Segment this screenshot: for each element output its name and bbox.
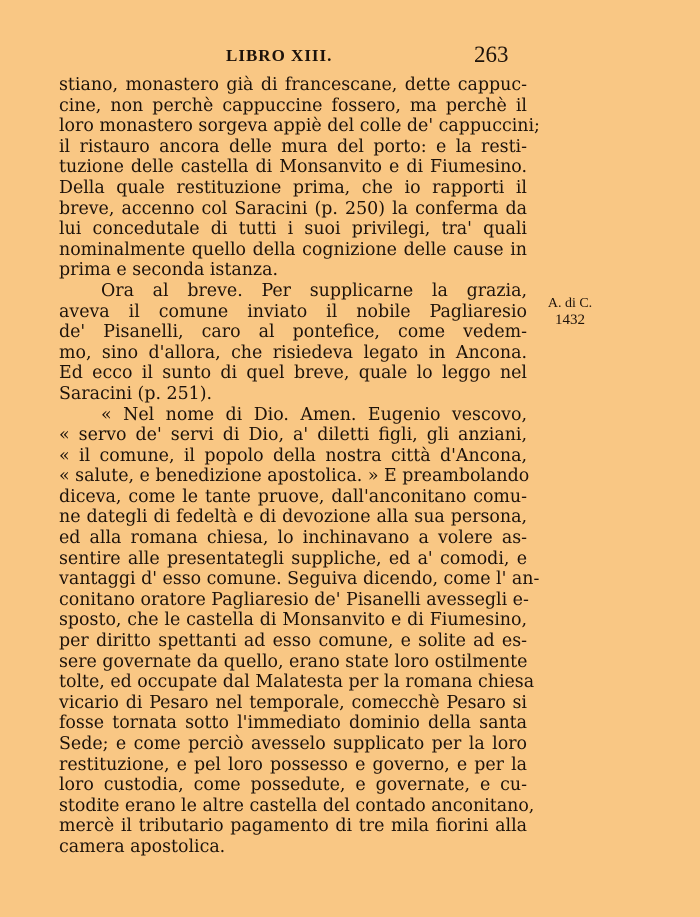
margin-note-year: 1432: [555, 312, 585, 328]
text-line: « il comune, il popolo della nostra città d'Ancona,: [59, 445, 527, 466]
text-line: sere governate da quello, erano state loro ostilmente: [59, 651, 528, 672]
text-line: cine, non perchè cappuccine fossero, ma perchè il: [59, 95, 527, 116]
text-line: Ora al breve. Per supplicarne la grazia,: [101, 280, 527, 301]
text-line: aveva il comune inviato il nobile Pagliaresio: [59, 301, 527, 322]
text-line: Saracini (p. 251).: [59, 383, 213, 404]
text-line: Della quale restituzione prima, che io rapporti il: [59, 177, 527, 198]
text-line: diceva, come le tante pruove, dall'anconitano comu-: [59, 486, 527, 507]
text-line: tolte, ed occupate dal Malatesta per la romana chiesa: [59, 672, 535, 693]
text-line: ed alla romana chiesa, lo inchinavano a volere as-: [59, 528, 527, 549]
text-line: prima e seconda istanza.: [59, 260, 278, 281]
text-line: « salute, e benedizione apostolica. » E preambolando: [59, 466, 530, 487]
body-text: [59, 75, 540, 858]
text-line: fosse tornata sotto l'immediato dominio della santa: [59, 713, 527, 734]
margin-note-label: A. di C.: [547, 296, 593, 311]
running-title: LIBRO XIII.: [226, 46, 333, 65]
text-line: Ed ecco il sunto di quel breve, quale lo leggo nel: [59, 363, 527, 384]
text-line: mercè il tributario pagamento di tre mila fiorini alla: [59, 816, 527, 837]
text-line: « servo de' servi di Dio, a' diletti figli, gli anziani,: [59, 425, 527, 446]
text-line: « Nel nome di Dio. Amen. Eugenio vescovo,: [101, 404, 527, 425]
text-line: mo, sino d'allora, che risiedeva legato in Ancona.: [59, 342, 527, 363]
text-line: breve, accenno col Saracini (p. 250) la conferma da: [59, 198, 527, 219]
text-line: loro custodia, come possedute, e governate, e cu-: [59, 775, 527, 796]
margin-note: [540, 296, 600, 328]
text-line: stiano, monastero già di francescane, dette cappuc-: [59, 75, 527, 95]
page-number: 263: [474, 42, 509, 67]
text-line: loro monastero sorgeva appiè del colle de' cappuccini;: [59, 116, 540, 137]
text-line: sposto, che le castella di Monsanvito e di Fiumesino,: [59, 610, 527, 631]
text-line: vicario di Pesaro nel temporale, comecchè Pesaro si: [59, 692, 527, 713]
running-head: [0, 44, 700, 72]
text-line: per diritto spettanti ad esso comune, e solite ad es-: [59, 631, 527, 652]
text-line: sentire alle presentategli suppliche, ed a' comodi, e: [59, 548, 527, 569]
text-line: ne dategli di fedeltà e di devozione alla sua persona,: [59, 507, 527, 528]
text-line: il ristauro ancora delle mura del porto: e la resti-: [59, 136, 527, 157]
text-line: camera apostolica.: [59, 836, 226, 857]
text-line: lui concedutale di tutti i suoi privilegi, tra' quali: [59, 219, 527, 240]
text-line: restituzione, e pel loro possesso e governo, e per la: [59, 754, 527, 775]
text-line: nominalmente quello della cognizione delle cause in: [59, 239, 527, 260]
text-line: Sede; e come perciò avesselo supplicato per la loro: [59, 734, 527, 754]
text-line: de' Pisanelli, caro al pontefice, come vedem-: [59, 322, 527, 343]
text-line: stodite erano le altre castella del contado anconitano,: [59, 795, 535, 816]
text-line: vantaggi d' esso comune. Seguiva dicendo, come l' an-: [59, 569, 540, 590]
text-line: conitano oratore Pagliaresio de' Pisanelli avessegli e-: [59, 589, 529, 610]
text-line: tuzione delle castella di Monsanvito e di Fiumesino.: [59, 157, 527, 178]
